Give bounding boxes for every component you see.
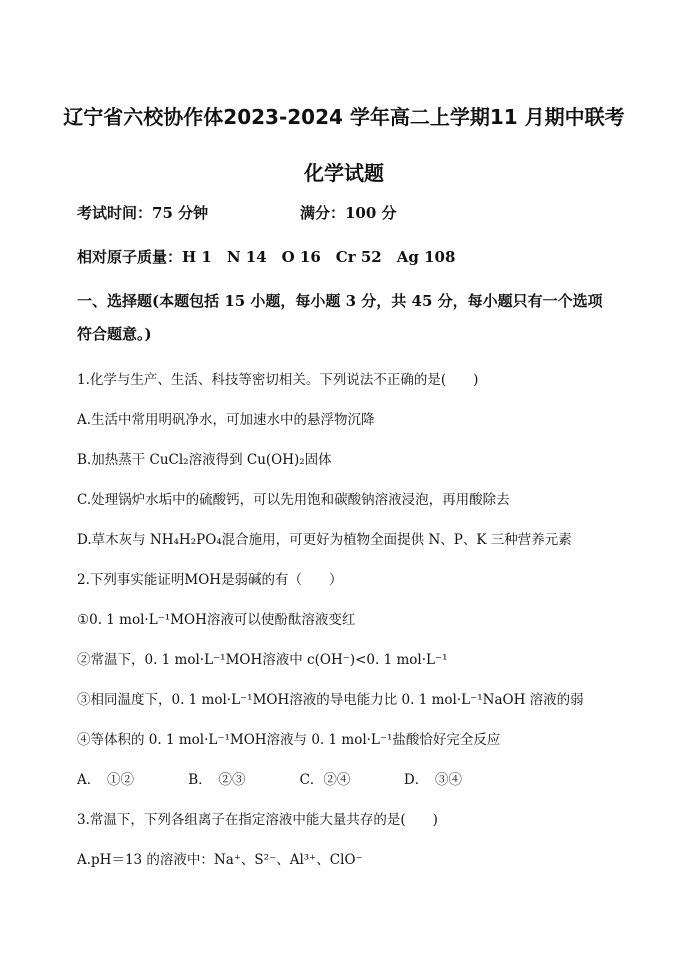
- question-3-stem: 3.常温下，下列各组离子在指定溶液中能大量共存的是( ): [77, 812, 438, 828]
- question-2-options: [77, 768, 462, 788]
- exam-time: 考试时间：75 分钟: [77, 204, 209, 222]
- exam-subtitle: 化学试题: [304, 161, 384, 185]
- atomic-mass: 相对原子质量：H 1 N 14 O 16 Cr 52 Ag 108: [77, 248, 456, 266]
- question-1-stem: 1.化学与生产、生活、科技等密切相关。下列说法不正确的是( ): [77, 372, 479, 388]
- question-2-statement-3: ③相同温度下，0. 1 mol·L⁻¹MOH溶液的导电能力比 0. 1 mol·L⁻¹NaOH 溶液的弱: [77, 692, 584, 708]
- section-heading-line2: 符合题意。): [77, 325, 152, 343]
- question-2-option-d: D． ③④: [403, 772, 462, 788]
- section-heading-line1: 一、选择题(本题包括 15 小题，每小题 3 分，共 45 分，每小题只有一个选项: [77, 292, 603, 310]
- question-3-option-a: A.pH＝13 的溶液中：Na⁺、S²⁻、Al³⁺、ClO⁻: [77, 852, 363, 868]
- full-score: 满分：100 分: [300, 204, 397, 222]
- question-2-option-b: B． ②③: [188, 772, 246, 788]
- question-2-statement-1: ①0. 1 mol·L⁻¹MOH溶液可以使酚酞溶液变红: [77, 612, 356, 628]
- exam-title: 辽宁省六校协作体2023-2024 学年高二上学期11 月期中联考: [63, 105, 625, 129]
- question-1-option-d: D.草木灰与 NH₄H₂PO₄混合施用，可更好为植物全面提供 N、P、K 三种营养元素: [77, 532, 572, 548]
- question-2-option-c: C．②④: [299, 772, 351, 788]
- question-2-statement-4: ④等体积的 0. 1 mol·L⁻¹MOH溶液与 0. 1 mol·L⁻¹盐酸恰好完全反应: [77, 732, 501, 748]
- question-2-stem: 2.下列事实能证明MOH是弱碱的有（ ）: [77, 572, 343, 588]
- question-1-option-a: A.生活中常用明矾净水，可加速水中的悬浮物沉降: [77, 412, 375, 428]
- question-2-statement-2: ②常温下，0. 1 mol·L⁻¹MOH溶液中 c(OH⁻)<0. 1 mol·L⁻¹: [77, 652, 448, 668]
- question-1-option-c: C.处理锅炉水垢中的硫酸钙，可以先用饱和碳酸钠溶液浸泡，再用酸除去: [77, 492, 510, 508]
- question-2-option-a: A． ①②: [77, 772, 134, 788]
- question-1-option-b: B.加热蒸干 CuCl₂溶液得到 Cu(OH)₂固体: [77, 452, 332, 468]
